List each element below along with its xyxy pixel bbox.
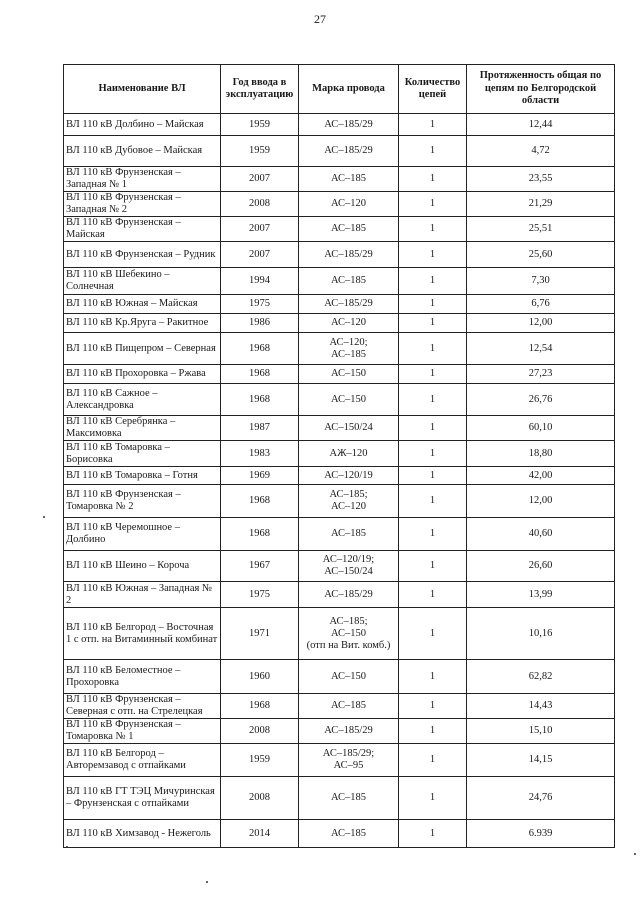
cell-wire-brand: АС–185/29 — [299, 295, 399, 314]
cell-circuits: 1 — [399, 384, 467, 416]
page-number: 27 — [314, 12, 326, 26]
cell-wire-brand: АС–185 — [299, 777, 399, 820]
table-row — [64, 416, 615, 441]
cell-line-name: ВЛ 110 кВ Шеино – Короча — [64, 551, 221, 582]
table-row — [64, 820, 615, 848]
table-row — [64, 441, 615, 467]
cell-year: 2007 — [221, 167, 299, 192]
cell-year: 1994 — [221, 268, 299, 295]
cell-year: 1960 — [221, 660, 299, 694]
cell-year: 1968 — [221, 384, 299, 416]
cell-line-name: ВЛ 110 кВ Томаровка – Борисовка — [64, 441, 221, 467]
cell-wire-brand: АС–150 — [299, 660, 399, 694]
table-row — [64, 777, 615, 820]
cell-wire-brand: АС–185/29 — [299, 242, 399, 268]
cell-wire-brand: АС–185 — [299, 167, 399, 192]
scan-speck — [206, 881, 208, 883]
cell-circuits: 1 — [399, 608, 467, 660]
cell-line-name: ВЛ 110 кВ Южная – Западная № 2 — [64, 582, 221, 608]
cell-line-name: ВЛ 110 кВ Белгород – Авторемзавод с отпайками — [64, 744, 221, 777]
table-row — [64, 242, 615, 268]
cell-circuits: 1 — [399, 217, 467, 242]
cell-wire-brand: АС–120/19; АС–150/24 — [299, 551, 399, 582]
cell-line-name: ВЛ 110 кВ Серебрянка – Максимовка — [64, 416, 221, 441]
cell-circuits: 1 — [399, 694, 467, 719]
cell-length: 23,55 — [467, 167, 615, 192]
header-year: Год ввода в эксплуатацию — [221, 65, 299, 114]
cell-circuits: 1 — [399, 167, 467, 192]
table-row — [64, 167, 615, 192]
cell-wire-brand: АС–185/29 — [299, 719, 399, 744]
cell-wire-brand: АС–185 — [299, 217, 399, 242]
table-row — [64, 384, 615, 416]
cell-wire-brand: АС–120 — [299, 192, 399, 217]
cell-wire-brand: АС–185 — [299, 518, 399, 551]
cell-wire-brand: АС–120/19 — [299, 467, 399, 485]
cell-length: 27,23 — [467, 365, 615, 384]
cell-year: 1975 — [221, 582, 299, 608]
cell-circuits: 1 — [399, 295, 467, 314]
cell-circuits: 1 — [399, 719, 467, 744]
cell-length: 10,16 — [467, 608, 615, 660]
cell-line-name: ВЛ 110 кВ Томаровка – Готня — [64, 467, 221, 485]
table-row — [64, 744, 615, 777]
table-row — [64, 485, 615, 518]
cell-length: 26,76 — [467, 384, 615, 416]
table-row — [64, 551, 615, 582]
cell-circuits: 1 — [399, 441, 467, 467]
cell-wire-brand: АЖ–120 — [299, 441, 399, 467]
cell-circuits: 1 — [399, 744, 467, 777]
cell-length: 25,60 — [467, 242, 615, 268]
cell-line-name: ВЛ 110 кВ Сажное – Александровка — [64, 384, 221, 416]
cell-year: 1987 — [221, 416, 299, 441]
cell-circuits: 1 — [399, 365, 467, 384]
cell-length: 12,00 — [467, 314, 615, 333]
cell-line-name: ВЛ 110 кВ Черемошное – Долбино — [64, 518, 221, 551]
cell-year: 2007 — [221, 217, 299, 242]
header-length: Протяженность общая по цепям по Белгородской области — [467, 65, 615, 114]
cell-circuits: 1 — [399, 314, 467, 333]
cell-wire-brand: АС–185 — [299, 820, 399, 848]
cell-year: 1959 — [221, 136, 299, 167]
cell-wire-brand: АС–185; АС–120 — [299, 485, 399, 518]
cell-length: 40,60 — [467, 518, 615, 551]
cell-line-name: ВЛ 110 кВ Кр.Яруга – Ракитное — [64, 314, 221, 333]
cell-wire-brand: АС–120; АС–185 — [299, 333, 399, 365]
cell-year: 1971 — [221, 608, 299, 660]
table-row — [64, 518, 615, 551]
cell-line-name: ВЛ 110 кВ Фрунзенская – Западная № 2 — [64, 192, 221, 217]
cell-length: 60,10 — [467, 416, 615, 441]
cell-length: 25,51 — [467, 217, 615, 242]
cell-line-name: ВЛ 110 кВ Химзавод - Нежеголь — [64, 820, 221, 848]
cell-circuits: 1 — [399, 136, 467, 167]
cell-year: 1968 — [221, 694, 299, 719]
cell-line-name: ВЛ 110 кВ ГТ ТЭЦ Мичуринская – Фрунзенская с отпайками — [64, 777, 221, 820]
cell-wire-brand: АС–185/29 — [299, 114, 399, 136]
table-row — [64, 694, 615, 719]
cell-length: 14,15 — [467, 744, 615, 777]
cell-wire-brand: АС–185; АС–150 (отп на Вит. комб.) — [299, 608, 399, 660]
cell-line-name: ВЛ 110 кВ Долбино – Майская — [64, 114, 221, 136]
cell-wire-brand: АС–185 — [299, 694, 399, 719]
cell-wire-brand: АС–150 — [299, 365, 399, 384]
table-row — [64, 314, 615, 333]
table-row — [64, 365, 615, 384]
table-row — [64, 719, 615, 744]
cell-wire-brand: АС–150/24 — [299, 416, 399, 441]
cell-circuits: 1 — [399, 467, 467, 485]
table-body — [64, 114, 615, 848]
table-row — [64, 467, 615, 485]
cell-year: 2007 — [221, 242, 299, 268]
cell-year: 1968 — [221, 485, 299, 518]
cell-wire-brand: АС–185/29; АС–95 — [299, 744, 399, 777]
cell-length: 42,00 — [467, 467, 615, 485]
scan-speck — [43, 516, 45, 518]
cell-circuits: 1 — [399, 582, 467, 608]
cell-year: 1968 — [221, 518, 299, 551]
cell-line-name: ВЛ 110 кВ Шебекино – Солнечная — [64, 268, 221, 295]
table-row — [64, 582, 615, 608]
cell-line-name: ВЛ 110 кВ Фрунзенская – Майская — [64, 217, 221, 242]
cell-length: 18,80 — [467, 441, 615, 467]
cell-year: 1968 — [221, 365, 299, 384]
cell-wire-brand: АС–120 — [299, 314, 399, 333]
cell-circuits: 1 — [399, 114, 467, 136]
cell-line-name: ВЛ 110 кВ Пищепром – Северная — [64, 333, 221, 365]
cell-length: 12,54 — [467, 333, 615, 365]
table-row — [64, 660, 615, 694]
cell-length: 6.939 — [467, 820, 615, 848]
cell-year: 1986 — [221, 314, 299, 333]
cell-length: 24,76 — [467, 777, 615, 820]
cell-line-name: ВЛ 110 кВ Дубовое – Майская — [64, 136, 221, 167]
header-line-name: Наименование ВЛ — [64, 65, 221, 114]
header-wire-brand: Марка провода — [299, 65, 399, 114]
cell-line-name: ВЛ 110 кВ Фрунзенская – Томаровка № 2 — [64, 485, 221, 518]
cell-year: 1975 — [221, 295, 299, 314]
cell-year: 1959 — [221, 744, 299, 777]
table-row — [64, 192, 615, 217]
cell-length: 12,00 — [467, 485, 615, 518]
cell-circuits: 1 — [399, 518, 467, 551]
cell-circuits: 1 — [399, 660, 467, 694]
table-row — [64, 608, 615, 660]
cell-circuits: 1 — [399, 192, 467, 217]
cell-length: 12,44 — [467, 114, 615, 136]
table-header-row — [64, 65, 615, 114]
cell-line-name: ВЛ 110 кВ Фрунзенская – Северная с отп. на Стрелецкая — [64, 694, 221, 719]
table-row — [64, 268, 615, 295]
table-row — [64, 333, 615, 365]
cell-year: 2008 — [221, 777, 299, 820]
power-lines-table — [63, 64, 615, 848]
cell-circuits: 1 — [399, 333, 467, 365]
cell-length: 15,10 — [467, 719, 615, 744]
header-circuits: Количество цепей — [399, 65, 467, 114]
cell-length: 13,99 — [467, 582, 615, 608]
cell-line-name: ВЛ 110 кВ Беломестное – Прохоровка — [64, 660, 221, 694]
cell-wire-brand: АС–185/29 — [299, 582, 399, 608]
table-row — [64, 295, 615, 314]
cell-length: 7,30 — [467, 268, 615, 295]
cell-year: 2014 — [221, 820, 299, 848]
cell-length: 4,72 — [467, 136, 615, 167]
cell-line-name: ВЛ 110 кВ Белгород – Восточная 1 с отп. на Витаминный комбинат — [64, 608, 221, 660]
cell-year: 2008 — [221, 192, 299, 217]
cell-wire-brand: АС–185/29 — [299, 136, 399, 167]
cell-circuits: 1 — [399, 820, 467, 848]
cell-line-name: ВЛ 110 кВ Фрунзенская – Западная № 1 — [64, 167, 221, 192]
cell-line-name: ВЛ 110 кВ Южная – Майская — [64, 295, 221, 314]
cell-circuits: 1 — [399, 551, 467, 582]
cell-circuits: 1 — [399, 416, 467, 441]
cell-length: 14,43 — [467, 694, 615, 719]
cell-year: 1968 — [221, 333, 299, 365]
cell-circuits: 1 — [399, 242, 467, 268]
cell-length: 26,60 — [467, 551, 615, 582]
cell-year: 1969 — [221, 467, 299, 485]
table-row — [64, 136, 615, 167]
cell-year: 1983 — [221, 441, 299, 467]
scan-speck — [634, 853, 636, 855]
scan-speck — [66, 846, 68, 848]
cell-circuits: 1 — [399, 777, 467, 820]
cell-length: 6,76 — [467, 295, 615, 314]
cell-line-name: ВЛ 110 кВ Прохоровка – Ржава — [64, 365, 221, 384]
cell-circuits: 1 — [399, 268, 467, 295]
cell-length: 62,82 — [467, 660, 615, 694]
cell-year: 2008 — [221, 719, 299, 744]
table-row — [64, 217, 615, 242]
cell-wire-brand: АС–185 — [299, 268, 399, 295]
cell-year: 1959 — [221, 114, 299, 136]
cell-length: 21,29 — [467, 192, 615, 217]
table-row — [64, 114, 615, 136]
cell-wire-brand: АС–150 — [299, 384, 399, 416]
cell-line-name: ВЛ 110 кВ Фрунзенская – Рудник — [64, 242, 221, 268]
cell-line-name: ВЛ 110 кВ Фрунзенская – Томаровка № 1 — [64, 719, 221, 744]
cell-year: 1967 — [221, 551, 299, 582]
cell-circuits: 1 — [399, 485, 467, 518]
